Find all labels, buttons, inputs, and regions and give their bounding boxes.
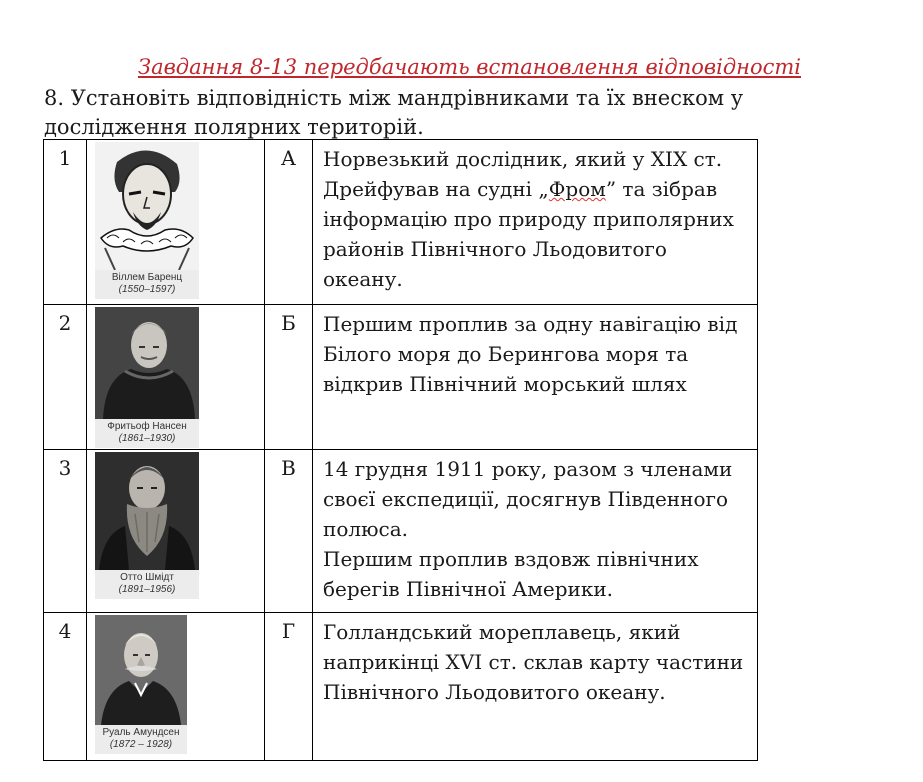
portrait-engraving-image [95, 142, 199, 270]
portrait-schmidt [95, 452, 199, 599]
portrait-photo-image [95, 452, 199, 570]
spellcheck-marked-word: Фром [548, 177, 606, 201]
portrait-name: Віллем Баренц [111, 272, 183, 283]
portrait-caption [119, 570, 176, 599]
row-number: 4 [44, 613, 87, 761]
portrait-barents [95, 142, 199, 299]
answer-description: Першим проплив за одну навігацію від Білого моря до Берингова моря та відкрив Північний морський шлях [313, 305, 758, 450]
answer-letter: Г [265, 613, 313, 761]
portrait-caption [112, 270, 182, 299]
answer-letter: А [265, 140, 313, 305]
row-number: 1 [44, 140, 87, 305]
question-text: 8. Установіть відповідність між мандрівниками та їх внеском у дослідження полярних територій. [44, 86, 744, 139]
portrait-name: Фритьоф Нансен [107, 421, 187, 432]
portrait-years: (1550–1597) [118, 284, 176, 295]
portrait-name: Руаль Амундсен [102, 727, 180, 738]
portrait-photo-image [95, 307, 199, 419]
table-row [44, 140, 758, 305]
section-heading: Завдання 8-13 передбачають встановлення відповідності [137, 55, 801, 79]
matching-table [43, 139, 758, 761]
portrait-nansen [95, 307, 199, 448]
row-number: 2 [44, 305, 87, 450]
table-row [44, 305, 758, 450]
portrait-caption [102, 725, 179, 754]
table-row [44, 450, 758, 613]
answer-letter: В [265, 450, 313, 613]
portrait-caption [107, 419, 187, 448]
portrait-years: (1872 – 1928) [109, 739, 173, 750]
portrait-name: Отто Шмідт [120, 572, 174, 583]
table-row [44, 613, 758, 761]
answer-letter: Б [265, 305, 313, 450]
row-number: 3 [44, 450, 87, 613]
answer-description: Норвезький дослідник, який у XIX ст. Дрейфував на судні „Фром” та зібрав інформацію про природу приполярних районів Північного Льодовитого океану. [313, 140, 758, 305]
portrait-years: (1861–1930) [118, 433, 176, 444]
portrait-amundsen [95, 615, 187, 754]
portrait-years: (1891–1956) [118, 584, 176, 595]
portrait-photo-image [95, 615, 187, 725]
answer-description: Голландський мореплавець, який наприкінці XVI ст. склав карту частини Північного Льодовитого океану. [313, 613, 758, 761]
answer-description: 14 грудня 1911 року, разом з членами своєї експедиції, досягнув Південного полюса. Першим проплив вздовж північних берегів Північної Америки. [313, 450, 758, 613]
